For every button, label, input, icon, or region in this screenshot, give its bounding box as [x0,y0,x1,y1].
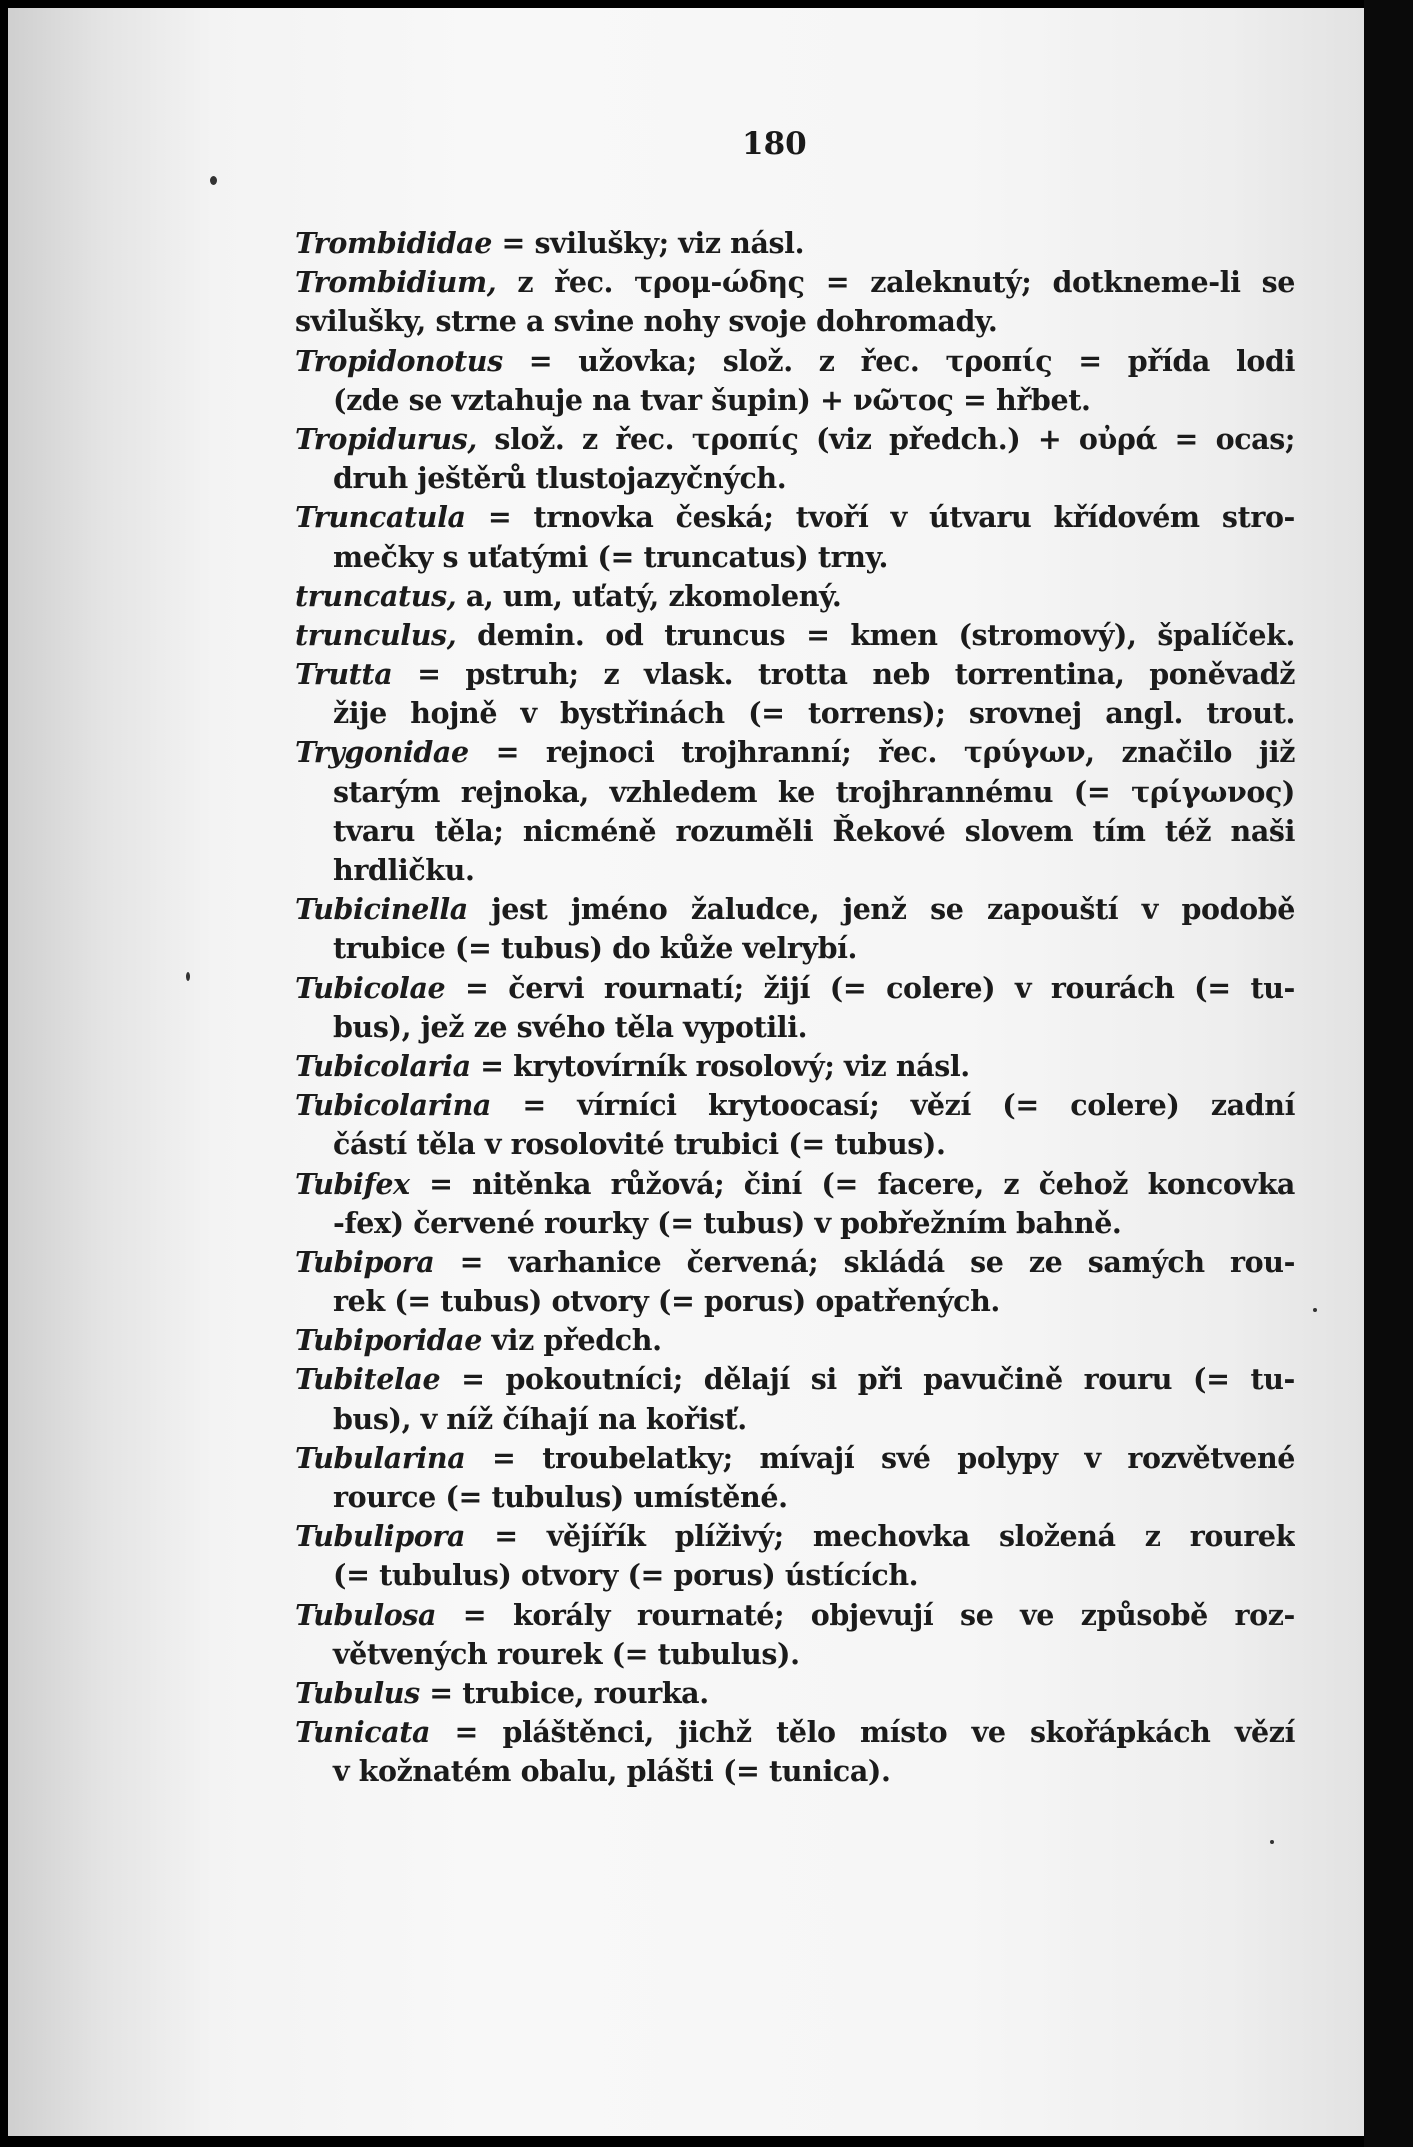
entry-text: rek (= tubus) otvory (= porus) opatřených. [333,1284,1000,1319]
entry-line [295,1674,1295,1713]
entry-text: = vírníci krytoocasí; vězí (= colere) zadní [490,1088,1295,1123]
print-speck [186,972,190,981]
entry-term: Trygonidae [295,735,469,770]
entry-term: Tubicolaria [295,1048,471,1083]
entry-line [295,1713,1295,1752]
entry-line [295,1243,1295,1282]
entry-line [295,1086,1295,1125]
entry-text: z řec. τρομ-ώδης = zaleknutý; dotkneme-li se [496,265,1295,300]
entry-term: Trombidium, [295,265,497,300]
entry-term: Tubitelae [295,1362,441,1397]
entry-term: Tubipora [295,1244,435,1279]
entry-text: = krytovírník rosolový; viz násl. [470,1048,970,1083]
entry-line [295,1439,1295,1478]
entry-line [295,1165,1295,1204]
entry-text: = svilušky; viz násl. [491,226,805,260]
entry-line [295,1556,1295,1595]
entry-text: svilušky, strne a svine nohy svoje dohromady. [295,304,998,339]
entry-line [295,1635,1295,1674]
entry-line [295,224,1295,263]
scanned-page [8,8,1364,2136]
entry-text: (zde se vztahuje na tvar šupin) + νῶτος = hřbet. [333,382,1091,417]
entry-text: bus), v níž číhají na kořisť. [333,1401,747,1436]
entry-text: trubice (= tubus) do kůže velrybí. [333,931,858,966]
entry-term: Tropidonotus [295,343,503,378]
entry-line [295,1282,1295,1321]
entry-term: Tubicinella [295,892,468,927]
entry-text: hrdličku. [333,853,475,887]
page-number: 180 [742,126,807,162]
print-speck [1313,1308,1317,1312]
entry-term: Tubularina [295,1440,466,1475]
entry-text: demin. od truncus = kmen (stromový), špalíček. [456,617,1295,652]
entry-term: Tubulus [295,1675,420,1710]
entry-text: částí těla v rosolovité trubici (= tubus). [333,1127,946,1162]
entry-text: = nitěnka růžová; činí (= facere, z čehož koncovka [409,1166,1295,1201]
entry-term: Tropidurus, [295,421,477,456]
entry-term: Tubicolae [295,970,446,1005]
entry-term: Tubifex [295,1166,410,1201]
entry-term: Trombididae [295,226,492,260]
entry-text: = pláštěnci, jichž tělo místo ve skořápkách vězí [430,1715,1295,1750]
entry-line [295,1204,1295,1243]
entry-text: = pstruh; z vlask. trotta neb torrentina, poněvadž [392,657,1295,692]
entry-term: Tubicolarina [295,1088,491,1123]
entry-line [295,1008,1295,1047]
entry-line [295,812,1295,851]
entry-text: = vějířík plíživý; mechovka složená z rourek [465,1519,1295,1554]
entry-text: = pokoutníci; dělají si při pavučině rouru (= tu- [440,1362,1295,1397]
scan-border [1364,0,1413,2147]
entry-text: žije hojně v bystřinách (= torrens); srovnej angl. trout. [333,696,1295,731]
entry-line [295,890,1295,929]
entry-text: větvených rourek (= tubulus). [333,1636,800,1671]
entry-text: bus), jež ze svého těla vypotili. [333,1009,808,1044]
entry-text: = trubice, rourka. [419,1675,709,1710]
entry-line [295,1360,1295,1399]
entry-line [295,616,1295,655]
entry-term: Truncatula [295,500,466,535]
entry-line [295,381,1295,420]
entry-line [295,459,1295,498]
entry-line [295,694,1295,733]
entry-text: mečky s uťatými (= truncatus) trny. [333,539,888,574]
dictionary-entries [295,224,1295,1792]
entry-text: (= tubulus) otvory (= porus) ústících. [333,1558,919,1593]
entry-text: = užovka; slož. z řec. τροπίς = přída lodi [502,343,1295,378]
entry-text: a, um, uťatý, zkomolený. [456,578,842,613]
entry-line [295,851,1295,890]
entry-term: Tubiporidae [295,1323,482,1358]
entry-text: = troubelatky; mívají své polypy v rozvětvené [465,1440,1295,1475]
entry-line [295,342,1295,381]
entry-text: viz předch. [481,1323,662,1358]
entry-line [295,1047,1295,1086]
entry-text: -fex) červené rourky (= tubus) v pobřežním bahně. [333,1205,1122,1240]
entry-line [295,498,1295,537]
entry-line [295,302,1295,341]
entry-line [295,263,1295,302]
print-speck [1270,1840,1274,1844]
entry-line [295,1321,1295,1360]
entry-line [295,733,1295,772]
entry-term: trunculus, [295,617,457,652]
entry-line [295,1517,1295,1556]
entry-term: Trutta [295,657,393,692]
entry-line [295,969,1295,1008]
entry-term: Tubulosa [295,1597,437,1632]
entry-text: slož. z řec. τροπίς (viz předch.) + οὐρά = ocas; [476,421,1295,456]
entry-text: druh ještěrů tlustojazyčných. [333,461,787,496]
entry-text: = korály rournaté; objevují se ve způsobě roz- [436,1597,1295,1632]
entry-line [295,929,1295,968]
entry-text: starým rejnoka, vzhledem ke trojhrannému (= τρίγωνος) [333,774,1295,809]
entry-line [295,1478,1295,1517]
entry-line [295,773,1295,812]
entry-line [295,1596,1295,1635]
entry-line [295,655,1295,694]
entry-line [295,577,1295,616]
entry-term: Tubulipora [295,1519,466,1554]
entry-text: jest jméno žaludce, jenž se zapouští v podobě [467,892,1295,927]
entry-text: tvaru těla; nicméně rozuměli Řekové slovem tím též naši [333,813,1295,848]
entry-term: truncatus, [295,578,457,613]
entry-text: v kožnatém obalu, plášti (= tunica). [333,1754,891,1789]
entry-line [295,1752,1295,1791]
print-speck [210,176,217,185]
entry-line [295,1400,1295,1439]
entry-text: = varhanice červená; skládá se ze samých rou- [434,1244,1295,1279]
entry-text: = červi rournatí; žijí (= colere) v rourách (= tu- [445,970,1295,1005]
entry-text: = rejnoci trojhranní; řec. τρύγων, značilo již [468,735,1295,770]
entry-line [295,420,1295,459]
entry-text: rource (= tubulus) umístěné. [333,1480,788,1514]
entry-line [295,1125,1295,1164]
entry-line [295,538,1295,577]
entry-text: = trnovka česká; tvoří v útvaru křídovém stro- [465,500,1295,535]
entry-term: Tunicata [295,1715,431,1750]
